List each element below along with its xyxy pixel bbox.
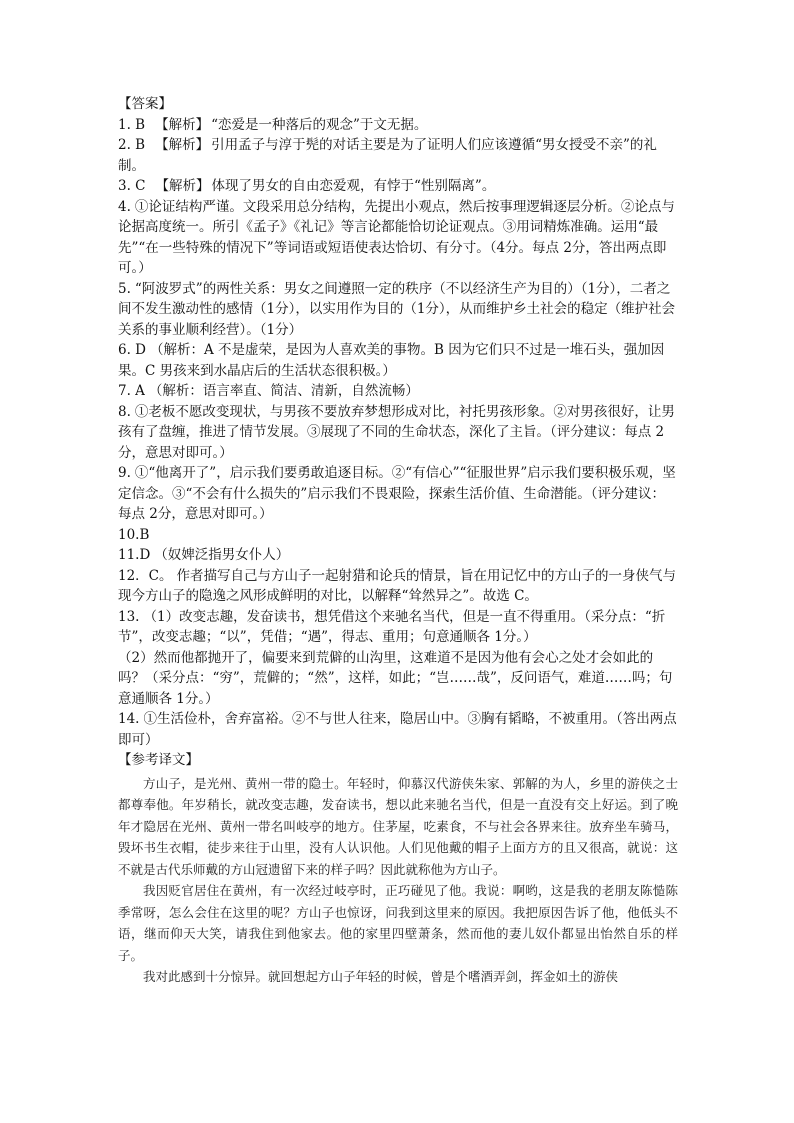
- answer-number: 2. B: [118, 137, 146, 153]
- answer-item: [118, 463, 678, 525]
- translation-heading: 【参考译文】: [118, 752, 199, 768]
- translation-paragraph: 我对此感到十分惊异。就回想起方山子年轻的时候，曾是个嗜酒弄剑，挥金如土的游侠: [143, 969, 619, 984]
- answer-number: 9.: [118, 465, 131, 481]
- translation-paragraph: 方山子，是光州、黄州一带的隐士。年轻时，仰慕汉代游侠朱家、郭解的为人，乡里的游侠之士都尊奉他。年岁稍长，就改变志趣，发奋读书，想以此来驰名当代，但是一直没有交上好运。到了晚年才隐居在光州、黄州一带名叫岐亭的地方。住茅屋，吃素食，不与社会各界来往。放弃坐车骑马，毁坏书生衣帽，徒步来往于山里，没有人认识他。人们见他戴的帽子上面方方的且又很高，就说：这不就是古代乐师戴的方山冠遗留下来的样子吗？因此就称他为方山子。: [118, 775, 678, 877]
- answer-text: （奴婢泛指男女仆人）: [154, 547, 290, 563]
- answer-text: （解析：语言率直、简洁、清新，自然流畅）: [148, 383, 419, 399]
- answer-item: [118, 525, 678, 546]
- answer-text: （2）然而他都抛开了，偏要来到荒僻的山沟里，这难道不是因为他有会心之处才会如此的吗？（采分点：“穷”，荒僻的；“然”，这样，如此；“岂……哉”，反问语气，难道……吗；句意通顺各 1分。）: [118, 649, 673, 707]
- analysis-tag: 【解析】: [155, 137, 210, 153]
- answer-number: 7. A: [118, 383, 145, 399]
- answer-item: [118, 279, 678, 341]
- answer-number: 10.B: [118, 526, 150, 543]
- answer-item: [118, 566, 678, 607]
- answer-number: 6. D: [118, 342, 146, 358]
- answer-item: [118, 402, 678, 464]
- answer-item: [118, 381, 678, 402]
- answer-text: “恋爱是一种落后的观念”于文无据。: [211, 116, 428, 133]
- answer-text: （解析：A 不是虚荣，是因为人喜欢美的事物。B 因为它们只不过是一堆石头，强加因果。C 男孩来到水晶店后的生活状态很积极。）: [118, 342, 665, 379]
- answer-text: ①生活俭朴，舍弃富裕。②不与世人往来，隐居山中。③胸有韬略，不被重用。（答出两点即可）: [118, 711, 677, 748]
- answer-number: 4.: [118, 198, 131, 215]
- answer-item: [118, 709, 678, 750]
- analysis-tag: 【解析】: [155, 116, 210, 133]
- analysis-tag: 【解析】: [155, 178, 210, 194]
- answer-item: [118, 115, 678, 136]
- answer-text: 体现了男女的自由恋爱观，有悖于“性别隔离”。: [211, 178, 496, 194]
- answer-number: 11.D: [118, 547, 151, 563]
- answer-list: [118, 115, 678, 751]
- answer-text: ①论证结构严谨。文段采用总分结构，先提出小观点，然后按事理逻辑逐层分析。②论点与论据高度统一。所引《孟子》《礼记》等言论都能恰切论证观点。③用词精炼准确。运用“最先”“在一些特殊的情况下”等词语或短语使表达恰切、有分寸。（4分。每点 2分，答出两点即可。）: [118, 198, 675, 276]
- answer-number: 13.: [118, 608, 140, 625]
- answer-number: 8.: [118, 403, 131, 420]
- answer-text: 作者描写自己与方山子一起射猎和论兵的情景，旨在用记忆中的方山子的一身侠气与现今方山子的隐逸之风形成鲜明的对比，以解释“耸然异之”。故选 C。: [118, 567, 677, 604]
- answer-item: [118, 648, 678, 710]
- answer-number: 3. C: [118, 178, 146, 194]
- answer-number: 14.: [118, 711, 140, 727]
- answer-text: “阿波罗式”的两性关系：男女之间遵照一定的秩序（不以经济生产为目的）（1分），二者之间不发生激动性的感情（1分），以实用作为目的（1分），从而维护乡土社会的稳定（维护社会关系的事业顺利经营）。（1分）: [118, 280, 676, 338]
- answer-item: [118, 340, 678, 381]
- answer-text: 引用孟子与淳于髡的对话主要是为了证明人们应该遵循“男女授受不亲”的礼制。: [118, 137, 657, 174]
- answer-item: [118, 197, 678, 279]
- answer-document: [118, 94, 678, 988]
- translation-paragraph: 我因贬官居住在黄州，有一次经过岐亭时，正巧碰见了他。我说：啊哟，这是我的老朋友陈慥陈季常呀，怎么会住在这里的呢？方山子也惊讶，问我到这里来的原因。我把原因告诉了他，他低头不语，继而仰天大笑，请我住到他家去。他的家里四壁萧条，然而他的妻儿奴仆都显出怡然自乐的样子。: [118, 883, 678, 963]
- answer-number: 12．C。: [118, 567, 173, 584]
- answer-text: （1）改变志趣，发奋读书，想凭借这个来驰名当代，但是一直不得重用。（采分点：“折节”，改变志趣；“以”，凭借；“遇”，得志、重用；句意通顺各 1分。）: [118, 608, 666, 645]
- translation-body: [118, 773, 678, 988]
- answer-text: ①“他离开了”，启示我们要勇敢追逐目标。②“有信心”“征服世界”启示我们要积极乐观，坚定信念。③“不会有什么损失的”启示我们不畏艰险，探索生活价值、生命潜能。（评分建议：每点 2分，意思对即可。）: [118, 465, 676, 522]
- answer-item: [118, 176, 678, 197]
- answer-item: [118, 607, 678, 648]
- answer-number: 5.: [118, 280, 131, 297]
- answer-number: 1. B: [118, 116, 146, 133]
- answer-text: ①老板不愿改变现状，与男孩不要放弃梦想形成对比，衬托男孩形象。②对男孩很好，让男孩有了盘缠，推进了情节发展。③展现了不同的生命状态，深化了主旨。（评分建议：每点 2分，意思对即可。）: [118, 403, 675, 461]
- answer-item: [118, 135, 678, 176]
- answer-heading: 【答案】: [118, 96, 172, 112]
- answer-item: [118, 545, 678, 566]
